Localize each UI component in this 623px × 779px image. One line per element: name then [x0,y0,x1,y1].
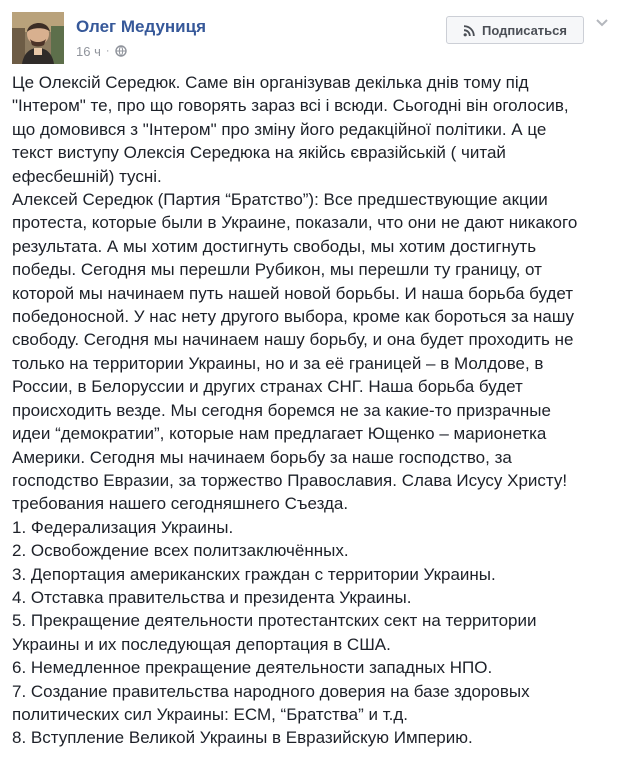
post-text-line: которой мы начинаем путь нашей новой борьбы. И наша борьба будет [12,283,574,303]
post-text-line: текст виступу Олексія Середюка на якійсь євразійській ( читай [12,143,506,163]
rss-icon [463,24,476,37]
post-text-line: господство Евразии, за торжество Православия. Слава Исусу Христу! [12,470,568,490]
post-text-line: Украины и их последующая депортация в США. [12,634,391,654]
post-text-line: требования нашего сегодняшнего Съезда. [12,494,349,514]
meta-separator: · [105,45,110,57]
post-text-line: свободу. Сегодня мы начинаем нашу борьбу, и она будет проходить не [12,330,574,350]
post-text-line: победоносной. У нас нету другого выбора, кроме как бороться за нашу [12,307,575,327]
author-avatar[interactable] [12,12,64,64]
author-name[interactable]: Олег Медуниця [76,17,206,36]
post-text-line: 3. Депортация американских граждан с территории Украины. [12,564,496,584]
post-timestamp[interactable]: 16 ч [76,43,101,59]
post-text-line: 1. Федерализация Украины. [12,517,234,537]
post-text [12,71,612,750]
globe-icon[interactable] [115,45,127,57]
post-text-line: политических сил Украины: ЕСМ, “Братства” и т.д. [12,704,408,724]
post-text-line: 7. Создание правительства народного доверия на базе здоровых [12,681,530,701]
post-text-line: Це Олексій Середюк. Саме він організував декілька днів тому під [12,73,529,92]
post-text-line: "Інтером" те, про що говорять зараз всі і всюди. Сьогодні він оголосив, [12,96,569,116]
post-meta [76,43,127,59]
author-avatar-image [12,12,64,64]
post-text-line: 6. Немедленное прекращение деятельности западных НПО. [12,658,493,678]
post-text-line: результата. А мы хотим достигнуть свободы, мы хотим достигнуть [12,236,537,256]
post-text-line: только на территории Украины, но и за её границей – в Молдове, в [12,353,544,373]
post-text-line: 5. Прекращение деятельности протестантских сект на территории [12,611,537,631]
post-text-line: победы. Сегодня мы перешли Рубикон, мы перешли ту границу, от [12,260,542,280]
post-text-line: ефесбешній) тусні. [12,166,162,186]
subscribe-button[interactable] [446,16,584,44]
post-text-line: 2. Освобождение всех политзаключённых. [12,541,349,561]
post-text-line: що домовився з "Інтером" про зміну його редакційної політики. А це [12,119,547,139]
post-text-line: протеста, которые были в Украине, показали, что они не дают никакого [12,213,578,233]
post-text-line: Америки. Сегодня мы начинаем борьбу за наше господство, за [12,447,512,467]
post-text-line: России, в Белоруссии и других странах СНГ. Наша борьба будет [12,377,523,397]
subscribe-button-label: Подписаться [481,22,567,38]
post-text-line: Алексей Середюк (Партия “Братство”): Все предшествующие акции [12,190,548,210]
chevron-down-icon[interactable] [595,18,609,28]
post-text-line: идеи “демократии”, которые нам предлагает Ющенко – марионетка [12,424,547,444]
post-text-line: происходить везде. Мы сегодня боремся не за какие-то призрачные [12,400,551,420]
post-text-line: 4. Отставка правительства и президента Украины. [12,587,412,607]
post-text-line: 8. Вступление Великой Украины в Евразийскую Империю. [12,728,473,748]
